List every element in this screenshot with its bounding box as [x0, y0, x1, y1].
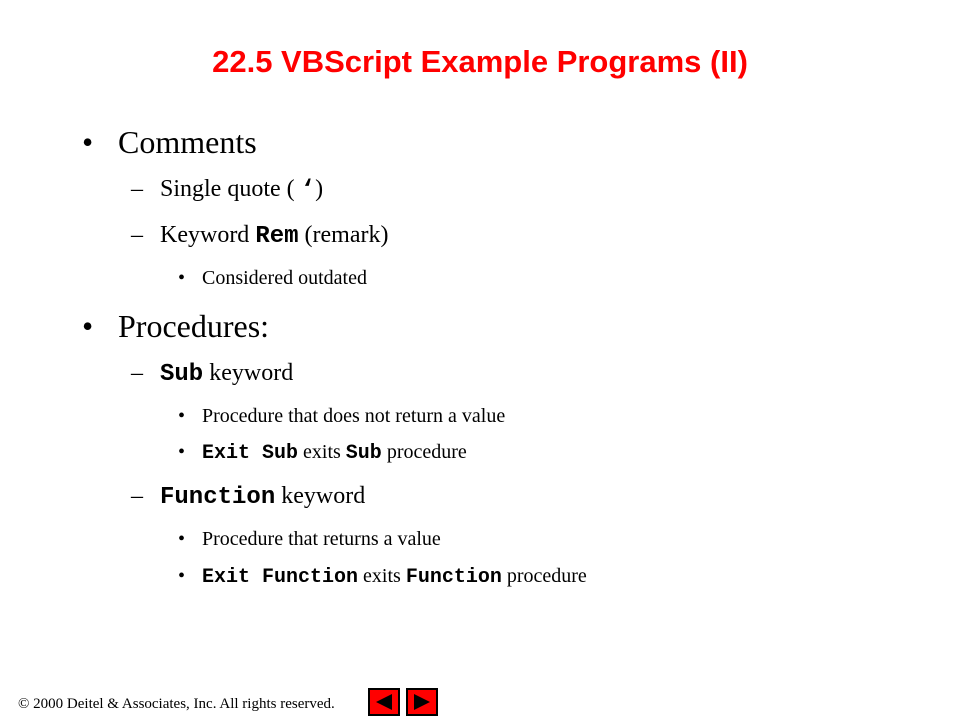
function-keyword-suffix: keyword — [275, 483, 366, 509]
bullet-marker: • — [178, 405, 186, 427]
sub-desc-label: Procedure that does not return a value — [202, 405, 506, 427]
bullet-comments — [118, 122, 257, 162]
copyright-text: 2000 Deitel & Associates, Inc. All rights reserved. — [29, 696, 335, 712]
bullet-marker: • — [82, 308, 94, 344]
sub-sub-bullet-outdated — [202, 265, 367, 291]
single-quote-close: ) — [315, 176, 324, 202]
single-quote-char: ‘ — [300, 177, 316, 204]
left-arrow-icon — [373, 693, 395, 711]
remark-label: (remark) — [298, 222, 389, 248]
sub-bullet-function-keyword — [160, 481, 365, 513]
copyright-symbol: © — [18, 696, 30, 712]
next-slide-button[interactable] — [406, 688, 438, 716]
dash-marker: – — [131, 176, 143, 202]
considered-outdated-label: Considered outdated — [202, 267, 367, 289]
rem-code: Rem — [255, 223, 299, 250]
sub-bullet-single-quote — [160, 174, 323, 206]
exits2-label: exits — [358, 565, 406, 587]
right-arrow-icon — [411, 693, 433, 711]
bullet-marker: • — [178, 528, 186, 550]
bullet-marker: • — [178, 441, 186, 463]
sub-code: Sub — [160, 361, 204, 388]
keyword-prefix: Keyword — [160, 222, 256, 248]
exit-sub-code: Exit Sub — [202, 442, 299, 465]
sub-keyword-suffix: keyword — [203, 360, 294, 386]
dash-marker: – — [131, 483, 143, 509]
sub-sub-bullet-sub-desc — [202, 403, 505, 429]
exit-function-code: Exit Function — [202, 566, 359, 589]
procedure-suffix2: procedure — [501, 565, 587, 587]
dash-marker: – — [131, 222, 143, 248]
function-word-code: Function — [405, 566, 502, 589]
copyright-footer — [18, 694, 335, 714]
previous-slide-button[interactable] — [368, 688, 400, 716]
exits-label: exits — [298, 441, 346, 463]
sub-sub-bullet-exit-function — [202, 563, 587, 591]
function-desc-label: Procedure that returns a value — [202, 528, 441, 550]
sub-bullet-keyword-rem — [160, 220, 388, 252]
sub-bullet-sub-keyword — [160, 358, 293, 390]
sub-sub-bullet-function-desc — [202, 526, 441, 552]
bullet-marker: • — [82, 124, 94, 160]
function-code: Function — [160, 484, 276, 511]
sub-word-code: Sub — [345, 442, 382, 465]
bullet-marker: • — [178, 267, 186, 289]
single-quote-label: Single quote ( — [160, 176, 301, 202]
slide-title: 22.5 VBScript Example Programs (II) — [212, 44, 748, 79]
dash-marker: – — [131, 360, 143, 386]
procedure-suffix: procedure — [381, 441, 467, 463]
bullet-procedures — [118, 306, 269, 346]
sub-sub-bullet-exit-sub — [202, 439, 467, 467]
bullet-procedures-label: Procedures: — [118, 308, 270, 344]
bullet-comments-label: Comments — [118, 124, 257, 160]
bullet-marker: • — [178, 565, 186, 587]
